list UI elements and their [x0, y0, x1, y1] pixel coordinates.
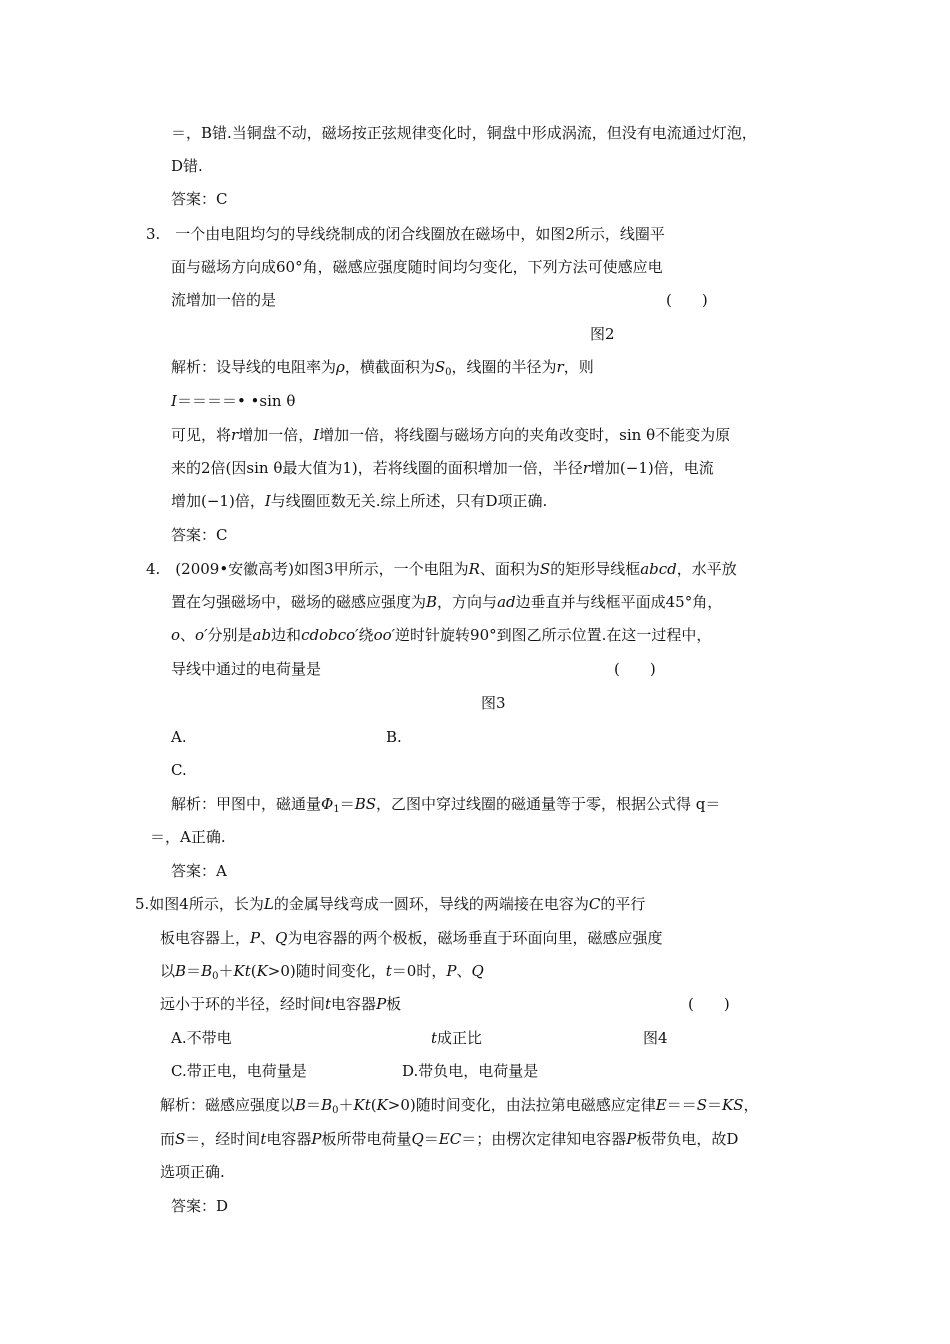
answer-line: 答案：C	[171, 190, 228, 208]
answer-line: 答案：C	[171, 526, 228, 544]
text-line: 导线中通过的电荷量是	[171, 660, 322, 678]
text-line: ＝，B错.当铜盘不动，磁场按正弦规律变化时，铜盘中形成涡流，但没有电流通过灯泡，	[171, 124, 757, 142]
formula-line: I＝＝＝＝• •sin θ	[171, 392, 296, 410]
text-line: 板电容器上，P、Q为电容器的两个极板，磁场垂直于环面向里，磁感应强度	[160, 929, 663, 947]
text-line: 增加(−1)倍，I与线圈匝数无关.综上所述，只有D项正确.	[171, 492, 548, 510]
answer-line: 答案：D	[171, 1197, 229, 1215]
analysis-line: 解析：甲图中，磁通量$\Phi_1=BS$，乙图中穿过线圈的磁通量等于零，根据公式得 q＝	[171, 795, 721, 815]
text-line: 以$B=B_0+Kt(K>0)$随时间变化，t＝0时，P、Q	[160, 962, 484, 982]
option-a: A.	[171, 728, 187, 746]
text-line: D错.	[171, 157, 203, 175]
text-line: 置在匀强磁场中，磁场的磁感应强度为B，方向与ad边垂直并与线框平面成45°角，	[171, 593, 723, 611]
question-4-line: 4. (2009•安徽高考)如图3甲所示，一个电阻为R、面积为S的矩形导线框abcd，水平放	[146, 560, 737, 578]
text-line: ＝，A正确.	[150, 828, 226, 846]
text-line: 选项正确.	[160, 1163, 225, 1181]
text-line: 来的2倍(因sin θ最大值为1)，若将线圈的面积增加一倍，半径r增加(−1)倍，电流	[171, 459, 714, 477]
text-line: o、o′分别是ab边和cdobco′绕oo′逆时针旋转90°到图乙所示位置.在这一过程中，	[171, 626, 712, 644]
option-a: A.不带电	[171, 1029, 232, 1047]
figure-caption: 图2	[590, 325, 615, 343]
option-d: D.带负电，电荷量是	[402, 1062, 539, 1080]
text-line: 远小于环的半径，经时间t电容器P板	[160, 995, 402, 1013]
analysis-line: 解析：设导线的电阻率为ρ，横截面积为$S_0$，线圈的半径为r，则	[171, 358, 594, 378]
option-c: C.	[171, 761, 187, 779]
figure-caption: 图3	[481, 694, 506, 712]
option-b-fragment: t成正比	[431, 1029, 483, 1047]
answer-blank: ( )	[688, 995, 730, 1013]
text-line: 面与磁场方向成60°角，磁感应强度随时间均匀变化，下列方法可使感应电	[171, 258, 663, 276]
question-3-line: 3. 一个由电阻均匀的导线绕制成的闭合线圈放在磁场中，如图2所示，线圈平	[146, 225, 665, 243]
question-5-line: 5.如图4所示，长为L的金属导线弯成一圆环，导线的两端接在电容为C的平行	[135, 895, 646, 913]
answer-line: 答案：A	[171, 862, 227, 880]
text-line: 而S＝，经时间t电容器P板所带电荷量Q＝EC＝；由楞次定律知电容器P板带负电，故D	[160, 1130, 739, 1148]
analysis-line: 解析：磁感应强度以$B=B_0+Kt(K>0)$随时间变化，由法拉第电磁感应定律E＝＝S＝KS，	[160, 1096, 759, 1116]
answer-blank: ( )	[666, 291, 708, 309]
option-c: C.带正电，电荷量是	[171, 1062, 307, 1080]
figure-caption: 图4	[643, 1029, 668, 1047]
answer-blank: ( )	[614, 660, 656, 678]
text-line: 可见，将r增加一倍，I增加一倍，将线圈与磁场方向的夹角改变时，sin θ不能变为原	[171, 426, 731, 444]
option-b: B.	[386, 728, 402, 746]
text-line: 流增加一倍的是	[171, 291, 277, 309]
